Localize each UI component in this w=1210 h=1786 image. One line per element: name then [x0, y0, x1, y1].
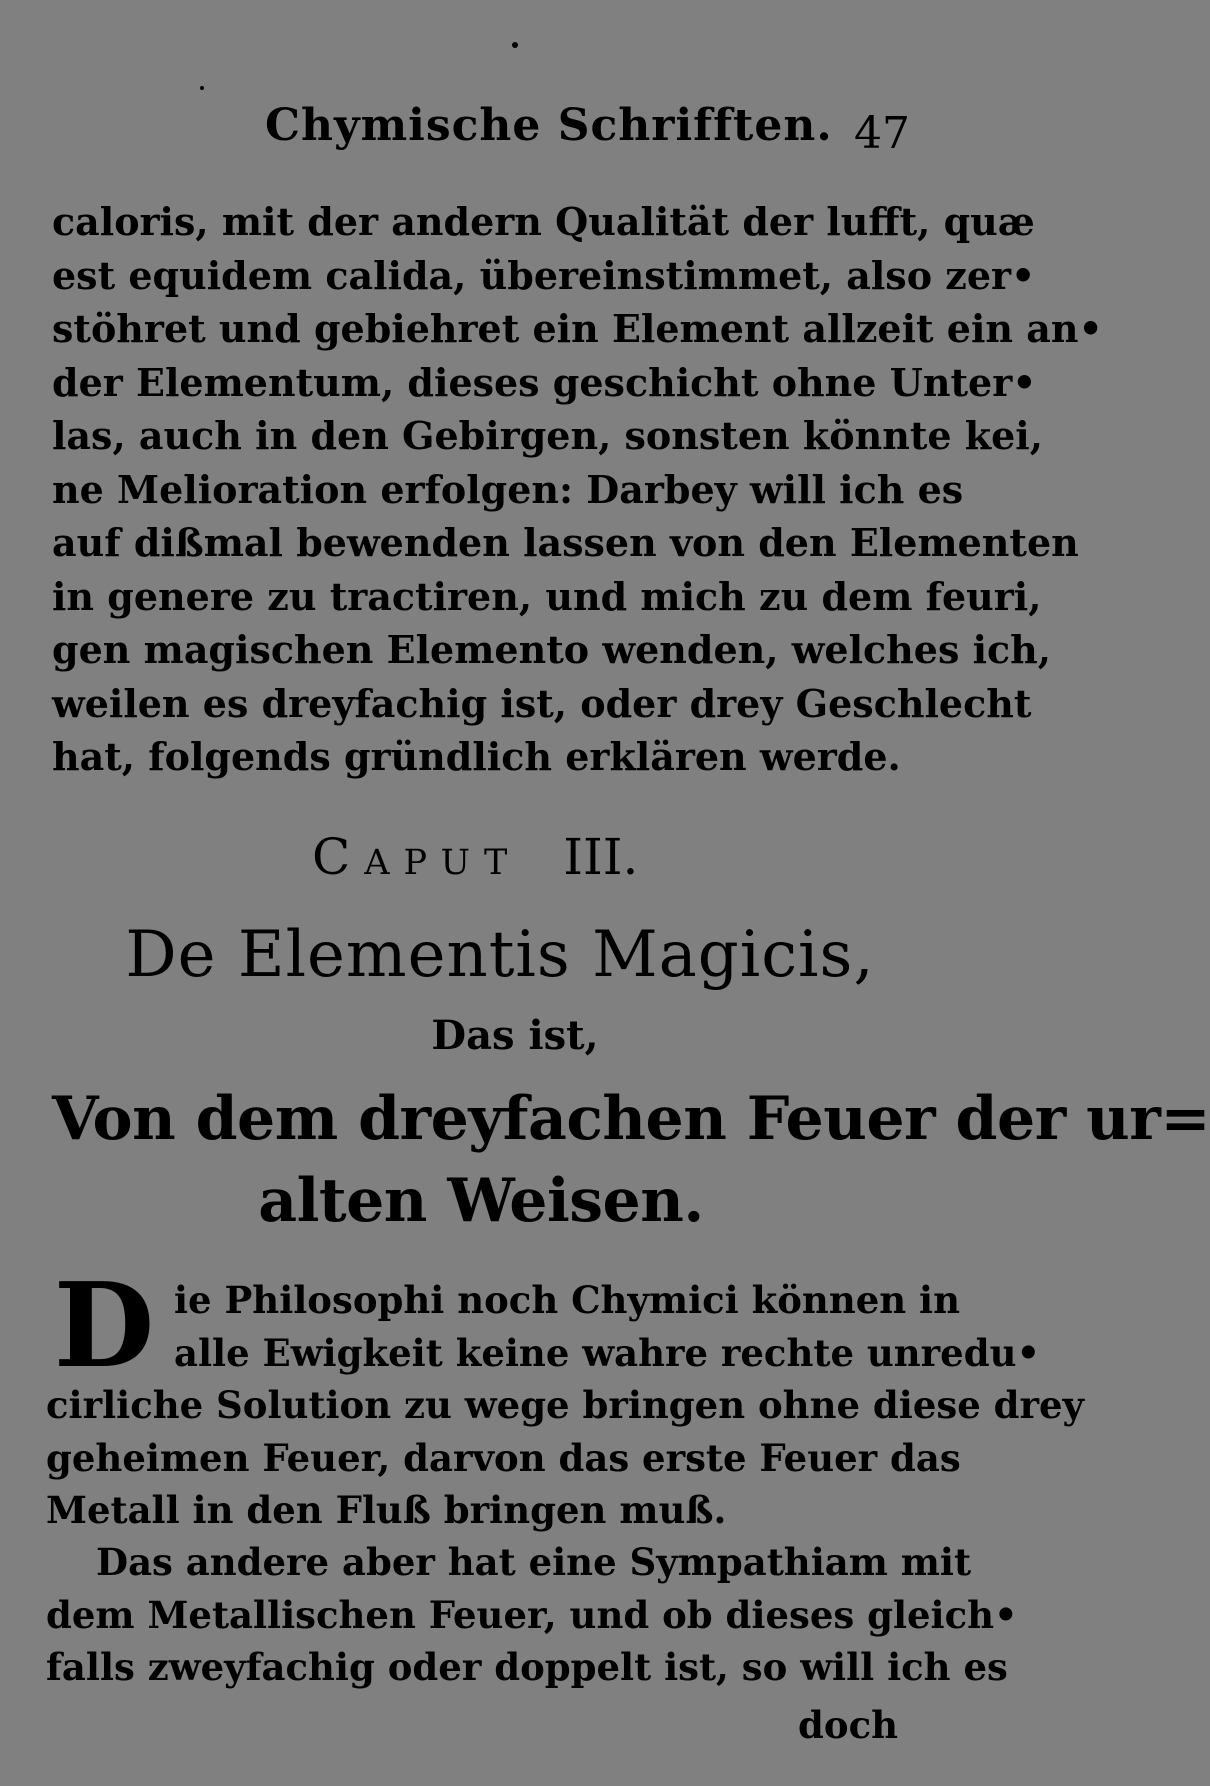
text-line: stöhret und gebiehret ein Element allzeit ein an•	[52, 306, 1103, 351]
paragraph-continuation	[52, 195, 1103, 784]
text-line: ne Melioration erfolgen: Darbey will ich es	[52, 466, 964, 512]
chapter-title-latin: De Elementis Magicis,	[125, 918, 875, 992]
text-line: weilen es dreyfachig ist, oder drey Geschlecht	[52, 680, 1032, 726]
text-line: dem Metallischen Feuer, und ob dieses gleich•	[46, 1592, 1018, 1637]
text-line: geheimen Feuer, darvon das erste Feuer das	[46, 1435, 961, 1480]
paragraph-opening	[46, 1274, 1085, 1537]
text-line: est equidem calida, übereinstimmet, also zer•	[52, 252, 1036, 298]
page-number: 47	[854, 108, 910, 159]
text-line: auf dißmal bewenden lassen von den Elementen	[52, 520, 1079, 565]
chapter-number	[312, 828, 638, 886]
text-line: ie Philosophi noch Chymici können in	[174, 1278, 961, 1322]
title-line: alten Weisen.	[258, 1166, 704, 1236]
running-title: Chymische Schrifften.	[265, 100, 833, 151]
catchword: doch	[798, 1703, 898, 1747]
text-line: Metall in den Fluß bringen muß.	[46, 1488, 727, 1532]
text-line: gen magischen Elemento wenden, welches ich,	[52, 627, 1052, 672]
stray-ink-dot	[200, 86, 204, 90]
running-head	[55, 100, 910, 160]
caput-word: Caput	[312, 828, 522, 886]
chapter-title-german	[52, 1078, 1210, 1242]
text-line: falls zweyfachig oder doppelt ist, so will ich es	[46, 1645, 1008, 1689]
stray-ink-dot	[512, 42, 518, 48]
das-ist-subheading: Das ist,	[431, 1012, 599, 1059]
caput-numeral: III.	[563, 828, 639, 886]
text-line: der Elementum, dieses geschicht ohne Unter•	[52, 359, 1037, 405]
title-line: Von dem dreyfachen Feuer der ur=	[52, 1084, 1210, 1154]
text-line: alle Ewigkeit keine wahre rechte unredu•	[174, 1330, 1041, 1375]
text-line: in genere zu tractiren, und mich zu dem feuri,	[52, 573, 1042, 619]
text-line: hat, folgends gründlich erklären werde.	[52, 734, 901, 779]
text-line: las, auch in den Gebirgen, sonsten könnte kei,	[52, 413, 1043, 458]
text-line: caloris, mit der andern Qualität der lufft, quæ	[52, 199, 1035, 244]
drop-cap: D	[53, 1258, 155, 1394]
text-line: Das andere aber hat eine Sympathiam mit	[96, 1540, 972, 1584]
text-line: cirliche Solution zu wege bringen ohne diese drey	[46, 1383, 1085, 1427]
paragraph-second	[46, 1536, 1018, 1694]
